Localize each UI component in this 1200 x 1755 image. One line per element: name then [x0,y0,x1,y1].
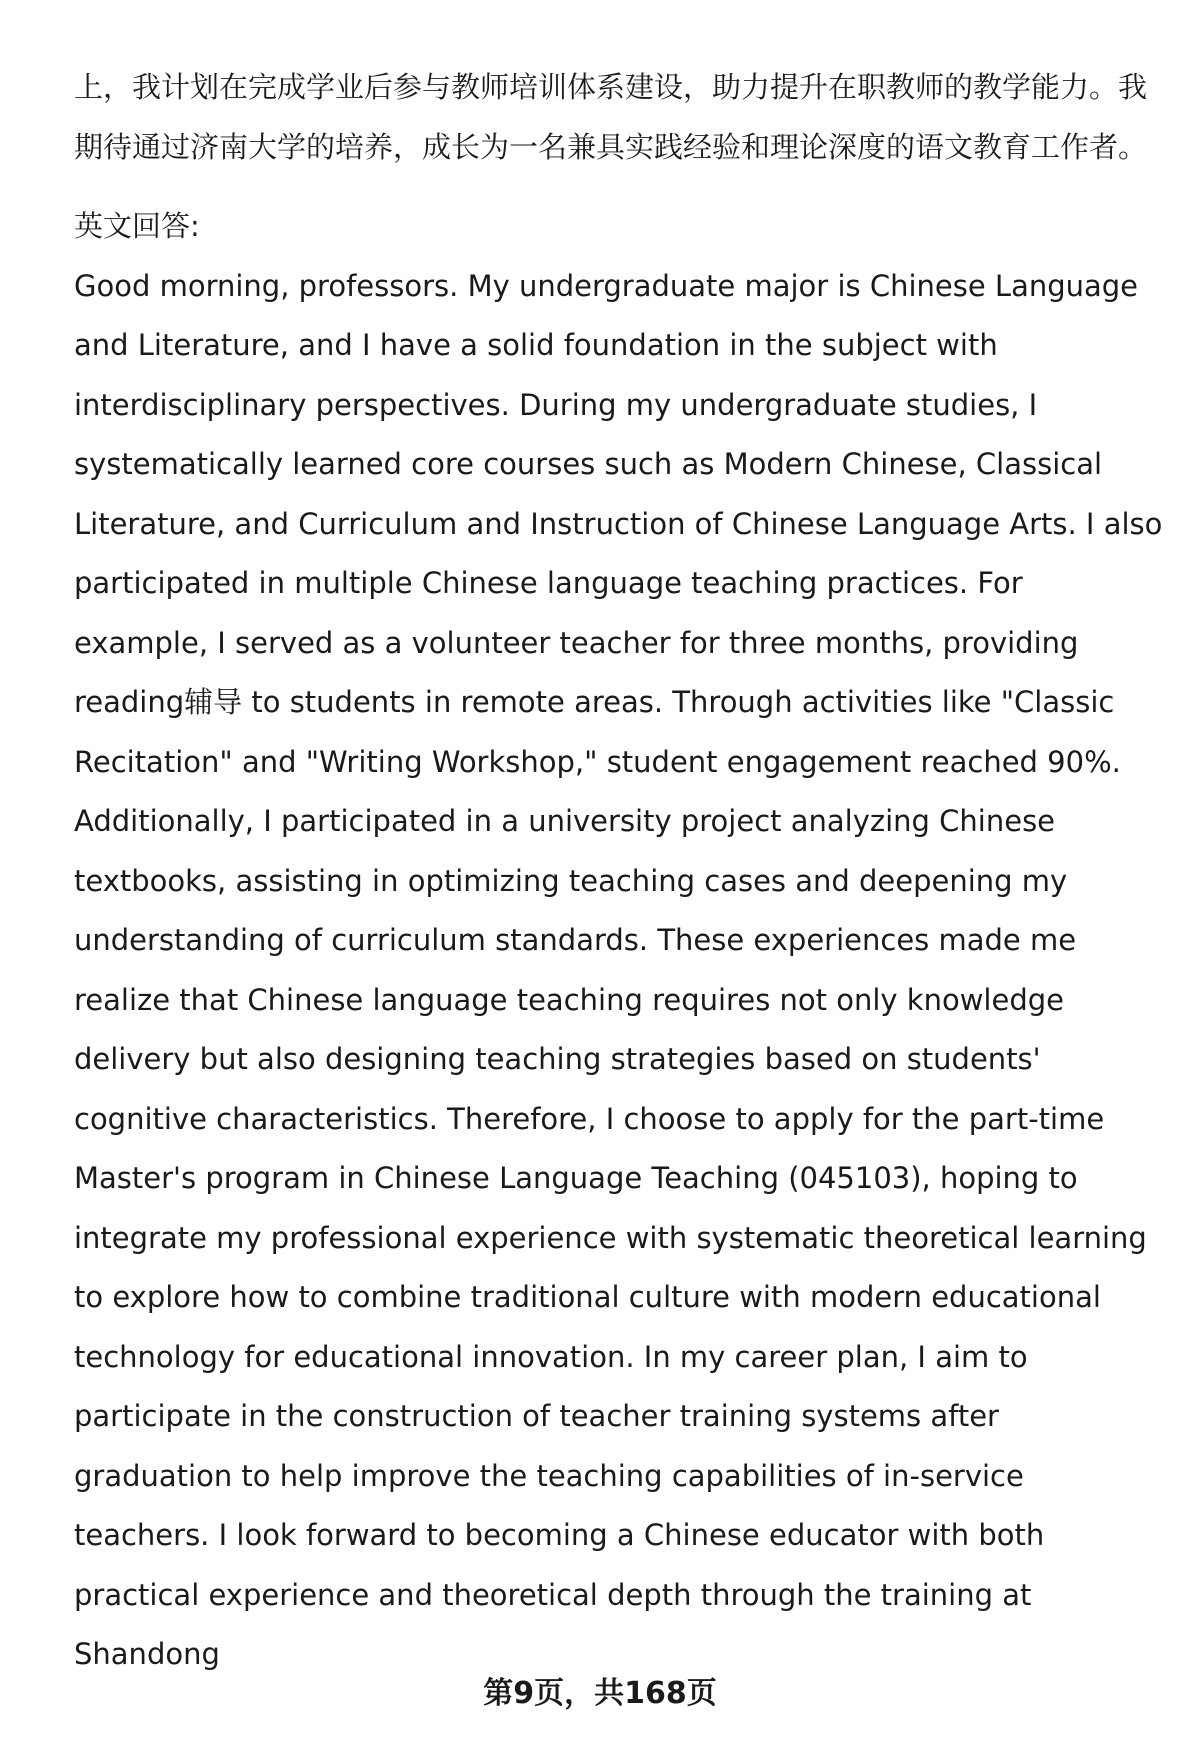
page-number: 第9页，共168页 [483,1676,717,1711]
document-body [74,58,1164,1685]
english-paragraph: Good morning, professors. My undergraduate major is Chinese Language and Literature, and I have a solid foundation in the subject with interdisciplinary perspectives. During my undergraduate studies, I systematically learned core courses such as Modern Chinese, Classical Literature, and Curriculum and Instruction of Chinese Language Arts. I also participated in multiple Chinese language teaching practices. For example, I served as a volunteer teacher for three months, providing reading辅导 to students in remote areas. Through activities like "Classic Recitation" and "Writing Workshop," student engagement reached 90%. Additionally, I participated in a university project analyzing Chinese textbooks, assisting in optimizing teaching cases and deepening my understanding of curriculum standards. These experiences made me realize that Chinese language teaching requires not only knowledge delivery but also designing teaching strategies based on students' cognitive characteristics. Therefore, I choose to apply for the part-time Master's program in Chinese Language Teaching (045103), hoping to integrate my professional experience with systematic theoretical learning to explore how to combine traditional culture with modern educational technology for educational innovation. In my career plan, I aim to participate in the construction of teacher training systems after graduation to help improve the teaching capabilities of in-service teachers. I look forward to becoming a Chinese educator with both practical experience and theoretical depth through the training at Shandong [74,268,1163,1671]
section-heading: 英文回答: [74,209,200,243]
chinese-paragraph: 上，我计划在完成学业后参与教师培训体系建设，助力提升在职教师的教学能力。我期待通过济南大学的培养，成长为一名兼具实践经验和理论深度的语文教育工作者。 [74,70,1148,164]
